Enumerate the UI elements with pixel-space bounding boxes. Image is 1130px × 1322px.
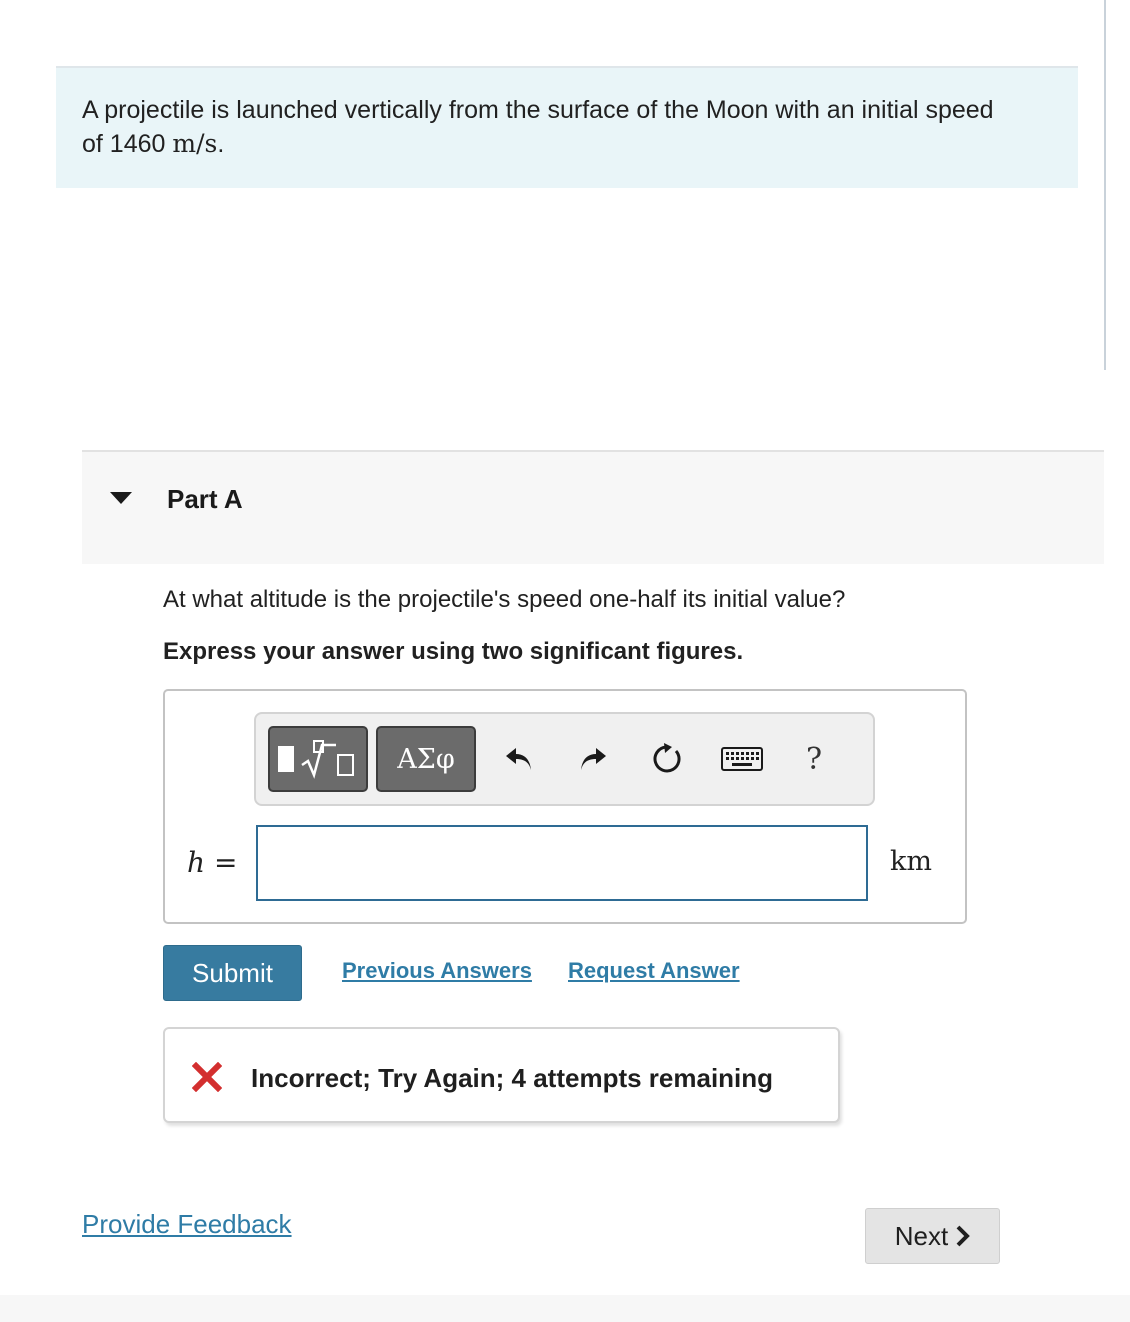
feedback-message: Incorrect; Try Again; 4 attempts remaining	[251, 1063, 774, 1093]
template-icon	[278, 746, 294, 772]
equals-sign: =	[213, 846, 238, 879]
question-text: At what altitude is the projectile's speed one-half its initial value?	[163, 586, 846, 613]
problem-text-line1: A projectile is launched vertically from the surface of the Moon with an initial speed	[82, 96, 994, 124]
next-button[interactable]	[865, 1208, 1000, 1264]
next-label: Next	[894, 1220, 949, 1251]
speed-unit: m/s	[172, 129, 218, 158]
previous-answers-link[interactable]: Previous Answers	[342, 958, 532, 983]
part-title: Part A	[167, 484, 243, 514]
submit-button[interactable]: Submit	[163, 945, 302, 1001]
instruction-text: Express your answer using two significant figures.	[163, 638, 744, 665]
problem-text-line2-suffix: .	[217, 130, 225, 158]
undo-icon[interactable]	[502, 742, 536, 776]
help-icon[interactable]	[797, 742, 831, 776]
scroll-divider-line	[1104, 0, 1106, 370]
help-label: ?	[805, 741, 823, 777]
request-answer-link[interactable]: Request Answer	[568, 958, 740, 983]
answer-unit: km	[890, 846, 932, 877]
redo-icon[interactable]	[576, 742, 610, 776]
greek-symbols-button[interactable]: ΑΣφ	[376, 726, 476, 792]
radical-template-icon	[300, 739, 358, 779]
feedback-message-box	[163, 1027, 840, 1123]
variable-symbol: h	[187, 846, 206, 879]
provide-feedback-link[interactable]: Provide Feedback	[82, 1209, 292, 1239]
answer-box	[163, 689, 967, 924]
error-x-icon	[192, 1062, 222, 1097]
footer-strip	[0, 1295, 1130, 1322]
problem-text-line2-prefix: of 1460	[82, 130, 173, 158]
template-button[interactable]	[268, 726, 368, 792]
answer-variable	[187, 846, 237, 879]
keyboard-icon[interactable]	[721, 742, 763, 776]
chevron-right-icon	[956, 1225, 970, 1247]
collapse-caret-icon[interactable]	[110, 492, 132, 504]
answer-input[interactable]	[256, 825, 868, 901]
math-toolbar	[254, 712, 875, 806]
reset-icon[interactable]	[651, 742, 685, 776]
part-a-header[interactable]	[82, 450, 1104, 564]
problem-statement	[56, 66, 1078, 188]
